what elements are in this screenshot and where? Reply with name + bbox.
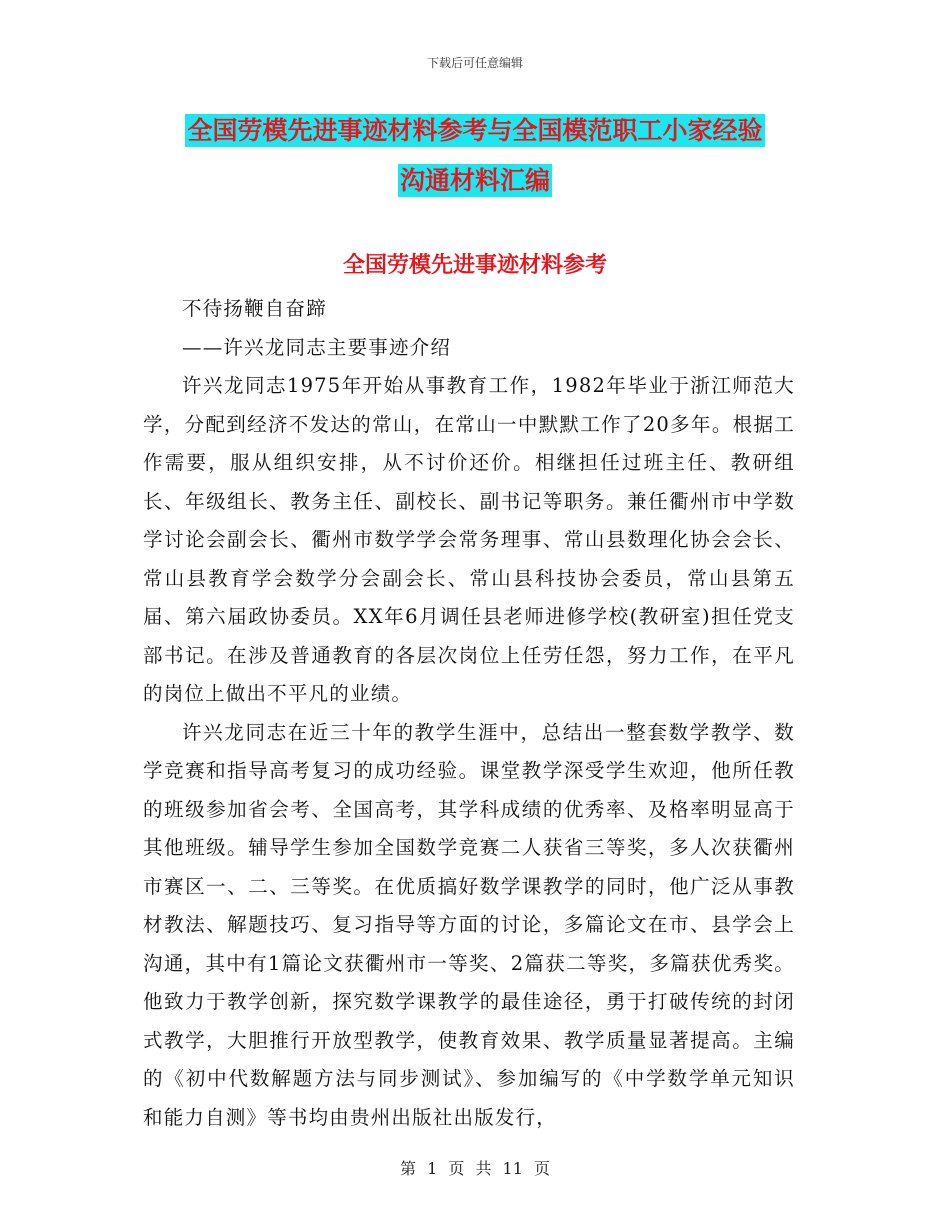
- section-heading: 全国劳模先进事迹材料参考: [342, 253, 607, 278]
- document-title-line2: 沟通材料汇编: [399, 166, 550, 195]
- header-note: 下载后可任意编辑: [426, 56, 523, 70]
- page-footer: 第 1 页 共 11 页: [400, 1159, 550, 1178]
- body-paragraph: 许兴龙同志在近三十年的教学生涯中，总结出一整套数学教学、数学竞赛和指导高考复习的成功经验。课堂教学深受学生欢迎，他所任教的班级参加省会考、全国高考，其学科成绩的优秀率、及格率明显高于其他班级。辅导学生参加全国数学竞赛二人获省三等奖，多人次获衢州市赛区一、二、三等奖。在优质搞好数学课教学的同时，他广泛从事教材教法、解题技巧、复习指导等方面的讨论，多篇论文在市、县学会上沟通，其中有1篇论文获衢州市一等奖、2篇获二等奖，多篇获优秀奖。他致力于教学创新，探究数学课教学的最佳途径，勇于打破传统的封闭式教学，大胆推行开放型教学，使教育效果、教学质量显著提高。主编的《初中代数解题方法与同步测试》、参加编写的《中学数学单元知识和能力自测》等书均由贵州出版社出版发行，: [143, 720, 795, 1129]
- document-title: [150, 106, 800, 206]
- document-title-line1: 全国劳模先进事迹材料参考与全国模范职工小家经验: [187, 116, 763, 145]
- body-paragraph: 许兴龙同志1975年开始从事教育工作，1982年毕业于浙江师范大学，分配到经济不发达的常山，在常山一中默默工作了20多年。根据工作需要，服从组织安排，从不讨价还价。相继担任过班主任、教研组长、年级组长、教务主任、副校长、副书记等职务。兼任衢州市中学数学讨论会副会长、衢州市数学学会常务理事、常山县数理化协会会长、常山县教育学会数学分会副会长、常山县科技协会委员，常山县第五届、第六届政协委员。XX年6月调任县老师进修学校(教研室)担任党支部书记。在涉及普通教育的各层次岗位上任劳任怨，努力工作，在平凡的岗位上做出不平凡的业绩。: [143, 374, 795, 705]
- body-paragraph-subtitle: 不待扬鞭自奋蹄: [182, 297, 327, 320]
- body-paragraph-byline: ——许兴龙同志主要事迹介绍: [182, 335, 452, 359]
- body-text: [143, 290, 795, 1137]
